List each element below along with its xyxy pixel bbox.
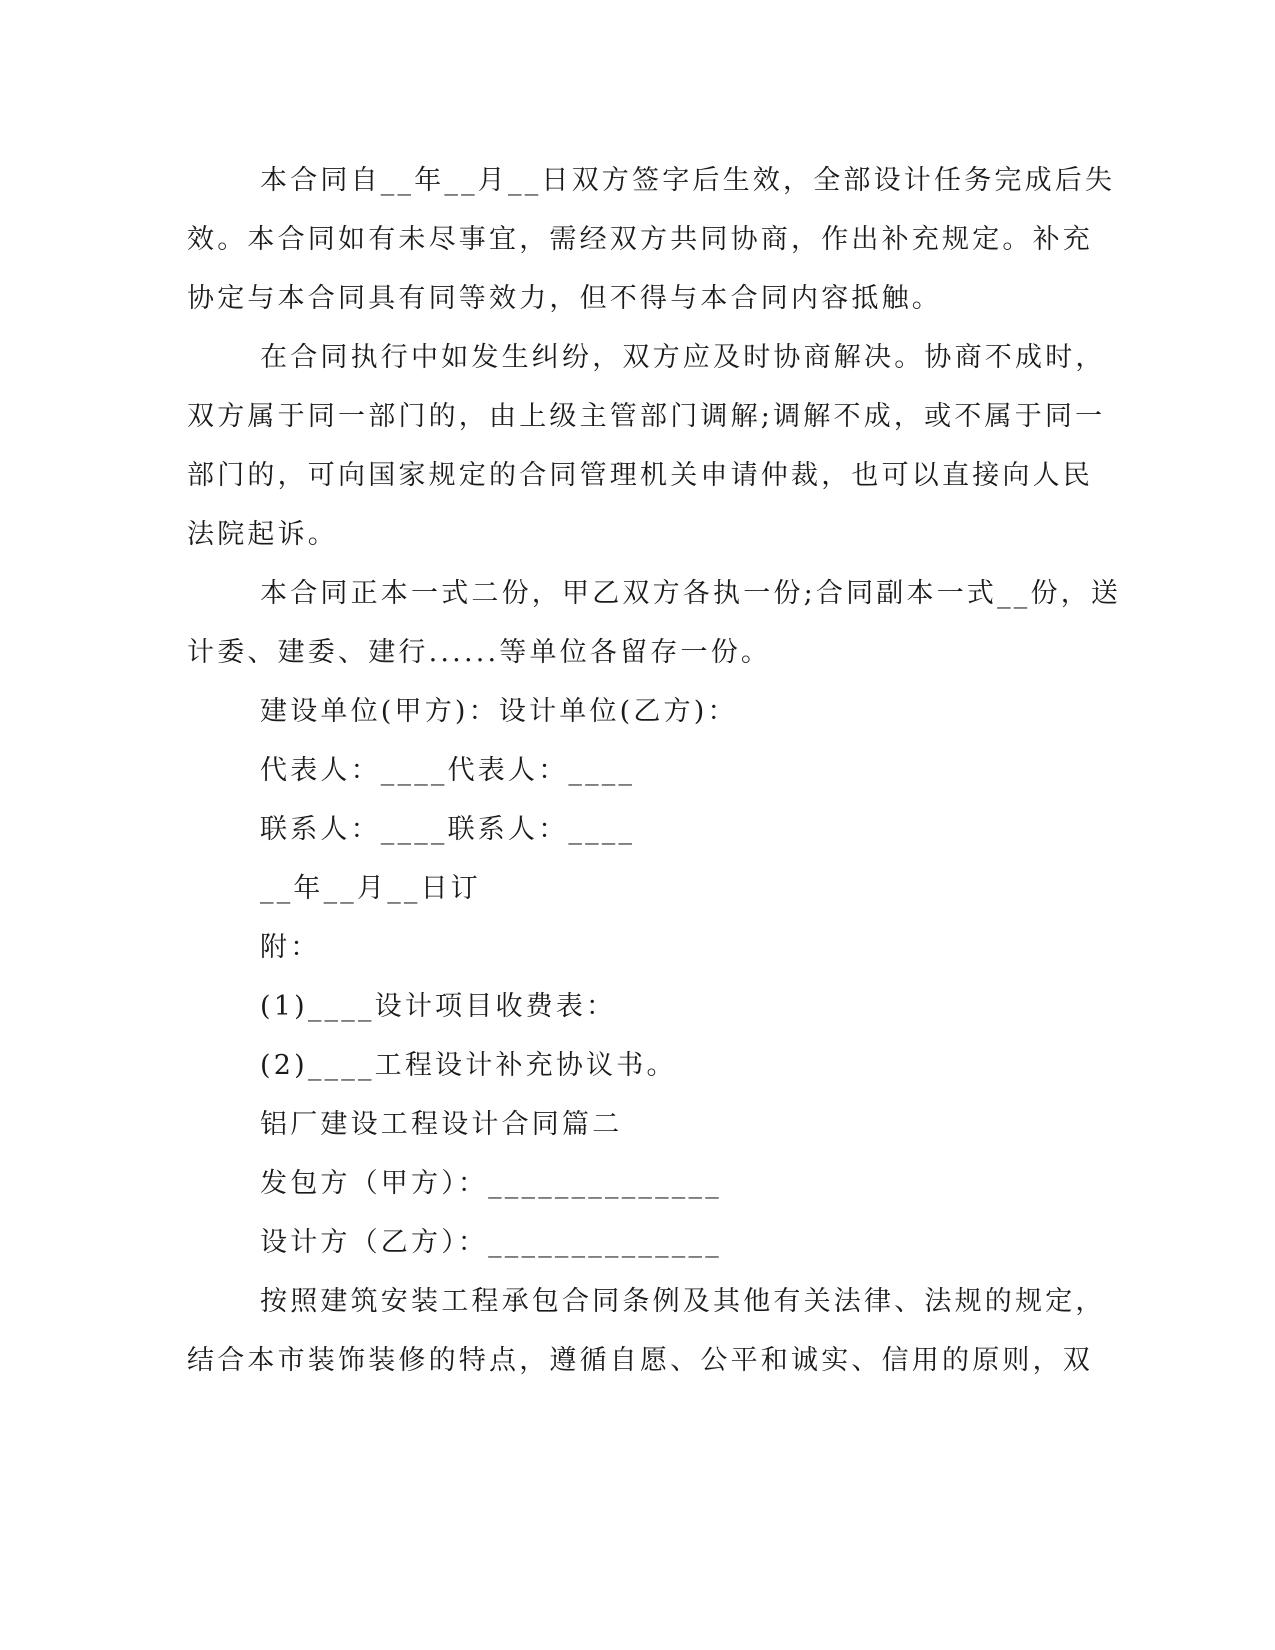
- date-line: __年__月__日订: [260, 873, 481, 904]
- paragraph-line: 计委、建委、建行......等单位各留存一份。: [187, 637, 772, 668]
- attachment-item: (1)____设计项目收费表：: [260, 991, 617, 1022]
- party-b-line: 设计方（乙方）：______________: [260, 1227, 722, 1258]
- paragraph-line: 协定与本合同具有同等效力，但不得与本合同内容抵触。: [187, 283, 942, 314]
- contact-line: 联系人：____联系人：____: [260, 814, 636, 845]
- party-a-line: 发包方（甲方）：______________: [260, 1168, 722, 1199]
- paragraph-line: 在合同执行中如发生纠纷，双方应及时协商解决。协商不成时，: [260, 342, 1106, 373]
- attachment-item: (2)____工程设计补充协议书。: [260, 1050, 677, 1081]
- paragraph-line: 本合同自__年__月__日双方签字后生效，全部设计任务完成后失: [260, 165, 1116, 196]
- paragraph-line: 法院起诉。: [187, 519, 338, 550]
- attachment-heading: 附：: [260, 932, 321, 963]
- paragraph-line: 效。本合同如有未尽事宜，需经双方共同协商，作出补充规定。补充: [187, 224, 1093, 255]
- representative-line: 代表人：____代表人：____: [260, 755, 636, 786]
- paragraph-line: 部门的，可向国家规定的合同管理机关申请仲裁，也可以直接向人民: [187, 460, 1093, 491]
- paragraph-line: 结合本市装饰装修的特点，遵循自愿、公平和诚实、信用的原则，双: [187, 1345, 1093, 1376]
- signature-parties-line: 建设单位(甲方)：设计单位(乙方)：: [260, 696, 738, 727]
- paragraph-line: 本合同正本一式二份，甲乙双方各执一份;合同副本一式__份，送: [260, 578, 1122, 609]
- paragraph-line: 按照建筑安装工程承包合同条例及其他有关法律、法规的规定，: [260, 1286, 1106, 1317]
- section-title: 铝厂建设工程设计合同篇二: [260, 1109, 623, 1140]
- paragraph-line: 双方属于同一部门的，由上级主管部门调解;调解不成，或不属于同一: [187, 401, 1106, 432]
